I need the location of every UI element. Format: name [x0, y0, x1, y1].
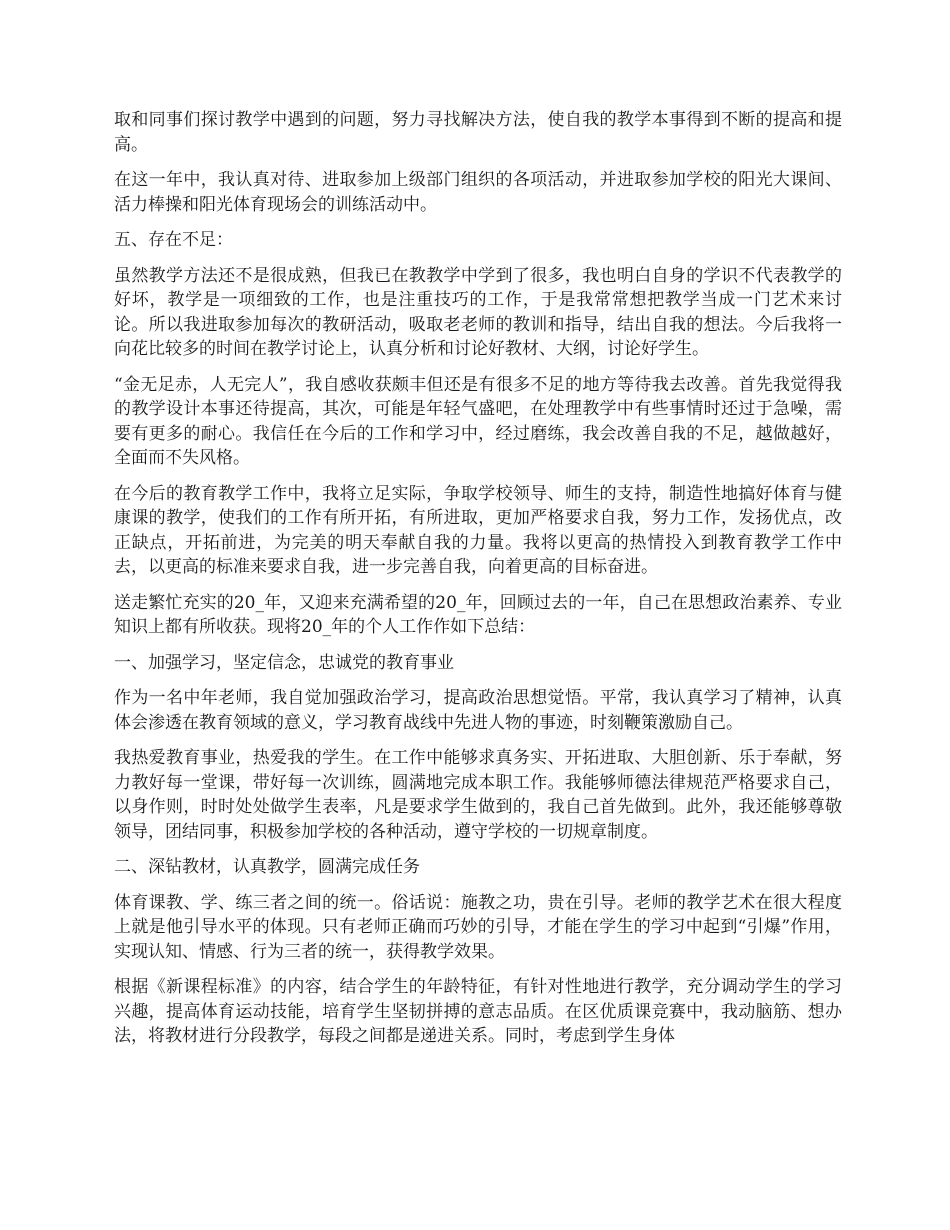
paragraph-6: 送走繁忙充实的20_年，又迎来充满希望的20_年，回顾过去的一年，自己在思想政治素养、专业知识上都有所收获。现将20_年的个人工作作如下总结：	[114, 592, 842, 637]
paragraph-5: 在今后的教育教学工作中，我将立足实际，争取学校领导、师生的支持，制造性地搞好体育与健康课的教学，使我们的工作有所开拓，有所进取，更加严格要求自我，努力工作，发扬优点，改正缺点，开拓前进，为完美的明天奉献自我的力量。我将以更高的热情投入到教育教学工作中去，以更高的标准来要求自我，进一步完善自我，向着更高的目标奋进。	[114, 483, 842, 577]
paragraph-3: 虽然教学方法还不是很成熟，但我已在教教学中学到了很多，我也明白自身的学识不代表教学的好坏，教学是一项细致的工作，也是注重技巧的工作，于是我常常想把教学当成一门艺术来讨论。所以我进取参加每次的教研活动，吸取老老师的教训和指导，结出自我的想法。今后我将一向花比较多的时间在教学讨论上，认真分析和讨论好教材、大纲，讨论好学生。	[114, 265, 842, 359]
document-page	[114, 108, 842, 1060]
paragraph-2: 在这一年中，我认真对待、进取参加上级部门组织的各项活动，并进取参加学校的阳光大课间、活力棒操和阳光体育现场会的训练活动中。	[114, 170, 842, 215]
paragraph-9: 体育课教、学、练三者之间的统一。俗话说：施教之功，贵在引导。老师的教学艺术在很大程度上就是他引导水平的体现。只有老师正确而巧妙的引导，才能在学生的学习中起到“引爆”作用，实现认知、情感、行为三者的统一，获得教学效果。	[114, 892, 842, 962]
section-heading-study: 一、加强学习，坚定信念，忠诚党的教育事业	[114, 652, 454, 673]
paragraph-8: 我热爱教育事业，热爱我的学生。在工作中能够求真务实、开拓进取、大胆创新、乐于奉献，努力教好每一堂课，带好每一次训练，圆满地完成本职工作。我能够师德法律规范严格要求自己，以身作则，时时处处做学生表率，凡是要求学生做到的，我自己首先做到。此外，我还能够尊敬领导，团结同事，积极参加学校的各种活动，遵守学校的一切规章制度。	[114, 748, 842, 842]
paragraph-7: 作为一名中年老师，我自觉加强政治学习，提高政治思想觉悟。平常，我认真学习了精神，认真体会渗透在教育领域的意义，学习教育战线中先进人物的事迹，时刻鞭策激励自己。	[114, 688, 842, 733]
section-heading-shortcomings: 五、存在不足：	[114, 230, 233, 250]
paragraph-10: 根据《新课程标准》的内容，结合学生的年龄特征，有针对性地进行教学，充分调动学生的学习兴趣，提高体育运动技能，培育学生坚韧拼搏的意志品质。在区优质课竞赛中，我动脑筋、想办法，将教材进行分段教学，每段之间都是递进关系。同时，考虑到学生身体	[114, 977, 842, 1046]
section-heading-teaching: 二、深钻教材，认真教学，圆满完成任务	[114, 857, 420, 877]
paragraph-4: “金无足赤，人无完人”，我自感收获颇丰但还是有很多不足的地方等待我去改善。首先我觉得我的教学设计本事还待提高，其次，可能是年轻气盛吧，在处理教学中有些事情时还过于急噪，需要有更多的耐心。我信任在今后的工作和学习中，经过磨练，我会改善自我的不足，越做越好，全面而不失风格。	[114, 374, 842, 468]
paragraph-1: 取和同事们探讨教学中遇到的问题，努力寻找解决方法，使自我的教学本事得到不断的提高和提高。	[114, 110, 842, 155]
